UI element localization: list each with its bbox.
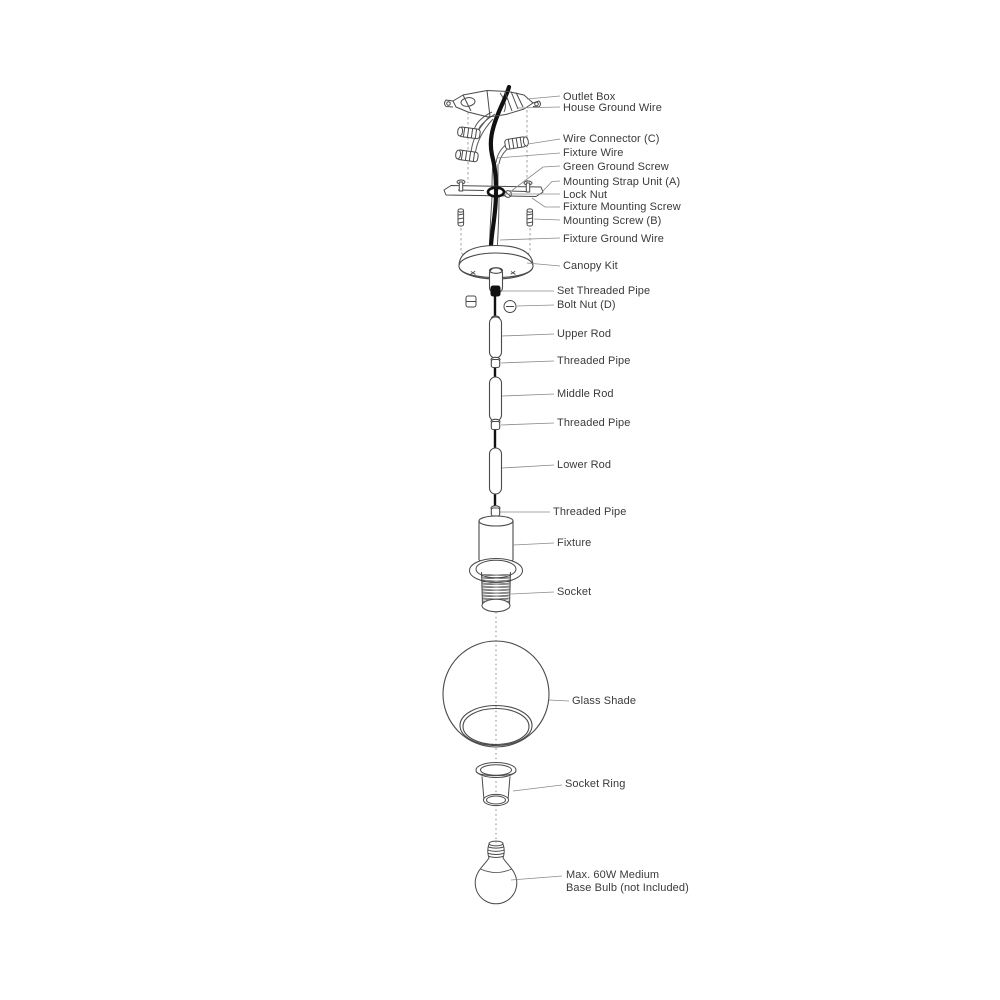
label-bulb-line1: Max. 60W Medium xyxy=(566,869,660,881)
label-canopy-kit: Canopy Kit xyxy=(563,260,618,272)
label-fixture: Fixture xyxy=(557,537,592,549)
outlet-box-drawing xyxy=(445,91,541,118)
label-middle-rod: Middle Rod xyxy=(557,388,614,400)
label-threaded-pipe-upper: Threaded Pipe xyxy=(557,355,631,367)
threaded-pipe-lower-drawing xyxy=(491,508,499,516)
glass-shade-drawing xyxy=(443,641,549,747)
label-glass-shade: Glass Shade xyxy=(572,695,637,707)
label-mounting-strap-unit-a: Mounting Strap Unit (A) xyxy=(563,176,681,188)
socket-drawing xyxy=(470,559,523,612)
label-wire-connector-c: Wire Connector (C) xyxy=(563,133,660,145)
label-set-threaded-pipe: Set Threaded Pipe xyxy=(557,285,651,297)
label-threaded-pipe-lower: Threaded Pipe xyxy=(553,506,627,518)
label-lock-nut: Lock Nut xyxy=(563,189,608,201)
label-fixture-mounting-screw: Fixture Mounting Screw xyxy=(563,201,681,213)
label-green-ground-screw: Green Ground Screw xyxy=(563,161,669,173)
label-fixture-wire: Fixture Wire xyxy=(563,147,624,159)
label-bulb xyxy=(566,869,689,895)
label-bolt-nut-d: Bolt Nut (D) xyxy=(557,299,616,311)
threaded-pipe-upper-drawing xyxy=(491,360,499,368)
hardware-nuts-drawing xyxy=(466,286,516,313)
lower-rod-drawing xyxy=(490,448,502,494)
label-mounting-screw-b: Mounting Screw (B) xyxy=(563,215,662,227)
label-socket: Socket xyxy=(557,586,592,598)
label-fixture-ground-wire: Fixture Ground Wire xyxy=(563,233,664,245)
upper-rod-drawing xyxy=(490,317,502,358)
label-threaded-pipe-middle: Threaded Pipe xyxy=(557,417,631,429)
middle-rod-drawing xyxy=(490,377,502,421)
bulb-drawing xyxy=(475,841,517,904)
label-outlet-box: Outlet Box xyxy=(563,91,616,103)
threaded-pipe-middle-drawing xyxy=(491,422,499,430)
rods-drawing xyxy=(490,316,502,519)
label-bulb-line2: Base Bulb (not Included) xyxy=(566,882,689,894)
label-house-ground-wire: House Ground Wire xyxy=(563,102,662,114)
label-upper-rod: Upper Rod xyxy=(557,328,612,340)
fixture-drawing xyxy=(479,516,513,564)
label-socket-ring: Socket Ring xyxy=(565,778,626,790)
set-threaded-pipe-drawing xyxy=(491,286,500,296)
label-lower-rod: Lower Rod xyxy=(557,459,612,471)
socket-ring-drawing xyxy=(476,763,516,806)
